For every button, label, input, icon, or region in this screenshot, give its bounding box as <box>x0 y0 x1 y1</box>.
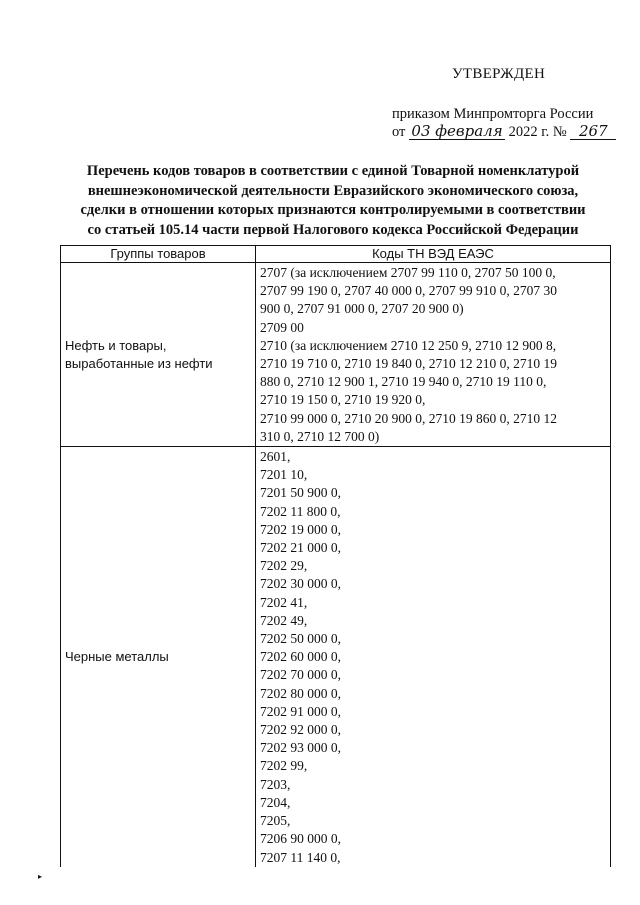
title-line: сделки в отношении которых признаются контролируемыми в соответствии <box>80 202 586 218</box>
code-line: 7202 60 000 0, <box>260 649 341 665</box>
table-header-row <box>61 246 611 263</box>
code-line: 2710 99 000 0, 2710 20 900 0, 2710 19 860 0, 2710 12 <box>260 410 557 426</box>
codes-cell <box>256 263 611 447</box>
code-line: 7202 19 000 0, <box>260 521 341 537</box>
code-line: 2707 99 190 0, 2707 40 000 0, 2707 99 910 0, 2707 30 <box>260 283 557 299</box>
code-line: 7202 93 000 0, <box>260 740 341 756</box>
code-line: 310 0, 2710 12 700 0) <box>260 428 380 444</box>
code-line: 7202 11 800 0, <box>260 503 341 519</box>
code-line: 2710 19 150 0, 2710 19 920 0, <box>260 392 426 408</box>
code-line: 2710 (за исключением 2710 12 250 9, 2710 12 900 8, <box>260 337 557 353</box>
code-line: 7206 90 000 0, <box>260 831 341 847</box>
goods-group-cell: Черные металлы <box>61 447 256 867</box>
table-row <box>61 447 611 867</box>
column-header-codes: Коды ТН ВЭД ЕАЭС <box>256 246 611 263</box>
title-line: внешнеэкономической деятельности Евразийского экономического союза, <box>87 182 579 199</box>
page-bullet-mark: ▸ <box>38 872 43 881</box>
goods-group-cell: Нефть и товары, выработанные из нефти <box>61 263 256 447</box>
document-title <box>48 162 618 240</box>
code-line: 2707 (за исключением 2707 99 110 0, 2707 50 100 0, <box>260 265 556 280</box>
table-row <box>61 263 611 447</box>
code-line: 7202 91 000 0, <box>260 703 341 719</box>
order-prefix: от <box>392 124 406 140</box>
title-line: Перечень кодов товаров в соответствии с единой Товарной номенклатурой <box>86 163 580 179</box>
code-line: 900 0, 2707 91 000 0, 2707 20 900 0) <box>260 301 464 317</box>
handwritten-order-number: 267 <box>570 124 616 140</box>
codes-table <box>60 245 611 867</box>
code-line: 7204, <box>260 794 291 810</box>
code-line: 7202 50 000 0, <box>260 631 341 647</box>
code-line: 2601, <box>260 449 291 465</box>
approved-label: УТВЕРЖДЕН <box>452 66 546 82</box>
table-body <box>61 263 611 867</box>
code-line: 7202 29, <box>260 558 308 574</box>
code-line: 7201 50 900 0, <box>260 485 341 501</box>
code-line: 7207 11 140 0, <box>260 849 341 865</box>
code-line: 7202 70 000 0, <box>260 667 341 683</box>
order-year: 2022 г. № <box>508 124 567 140</box>
code-line: 7202 99, <box>260 758 308 774</box>
code-line: 7202 92 000 0, <box>260 722 341 738</box>
code-line: 7201 10, <box>260 467 308 483</box>
title-line: со статьей 105.14 части первой Налогового кодекса Российской Федерации <box>87 221 579 238</box>
column-header-groups: Группы товаров <box>61 246 256 263</box>
handwritten-date: 03 февраля <box>409 124 505 140</box>
code-line: 7202 30 000 0, <box>260 576 341 592</box>
code-line: 7205, <box>260 813 291 829</box>
code-line: 7202 21 000 0, <box>260 540 341 556</box>
order-date-line <box>392 124 616 141</box>
codes-cell <box>256 447 611 867</box>
code-line: 7202 80 000 0, <box>260 685 341 701</box>
code-line: 2710 19 710 0, 2710 19 840 0, 2710 12 210 0, 2710 19 <box>260 356 557 372</box>
code-line: 2709 00 <box>260 319 304 335</box>
code-line: 880 0, 2710 12 900 1, 2710 19 940 0, 2710 19 110 0, <box>260 374 547 390</box>
code-line: 7202 49, <box>260 612 308 628</box>
code-line: 7202 41, <box>260 594 308 610</box>
order-reference-line: приказом Минпромторга России <box>392 106 594 122</box>
code-line: 7203, <box>260 776 291 792</box>
